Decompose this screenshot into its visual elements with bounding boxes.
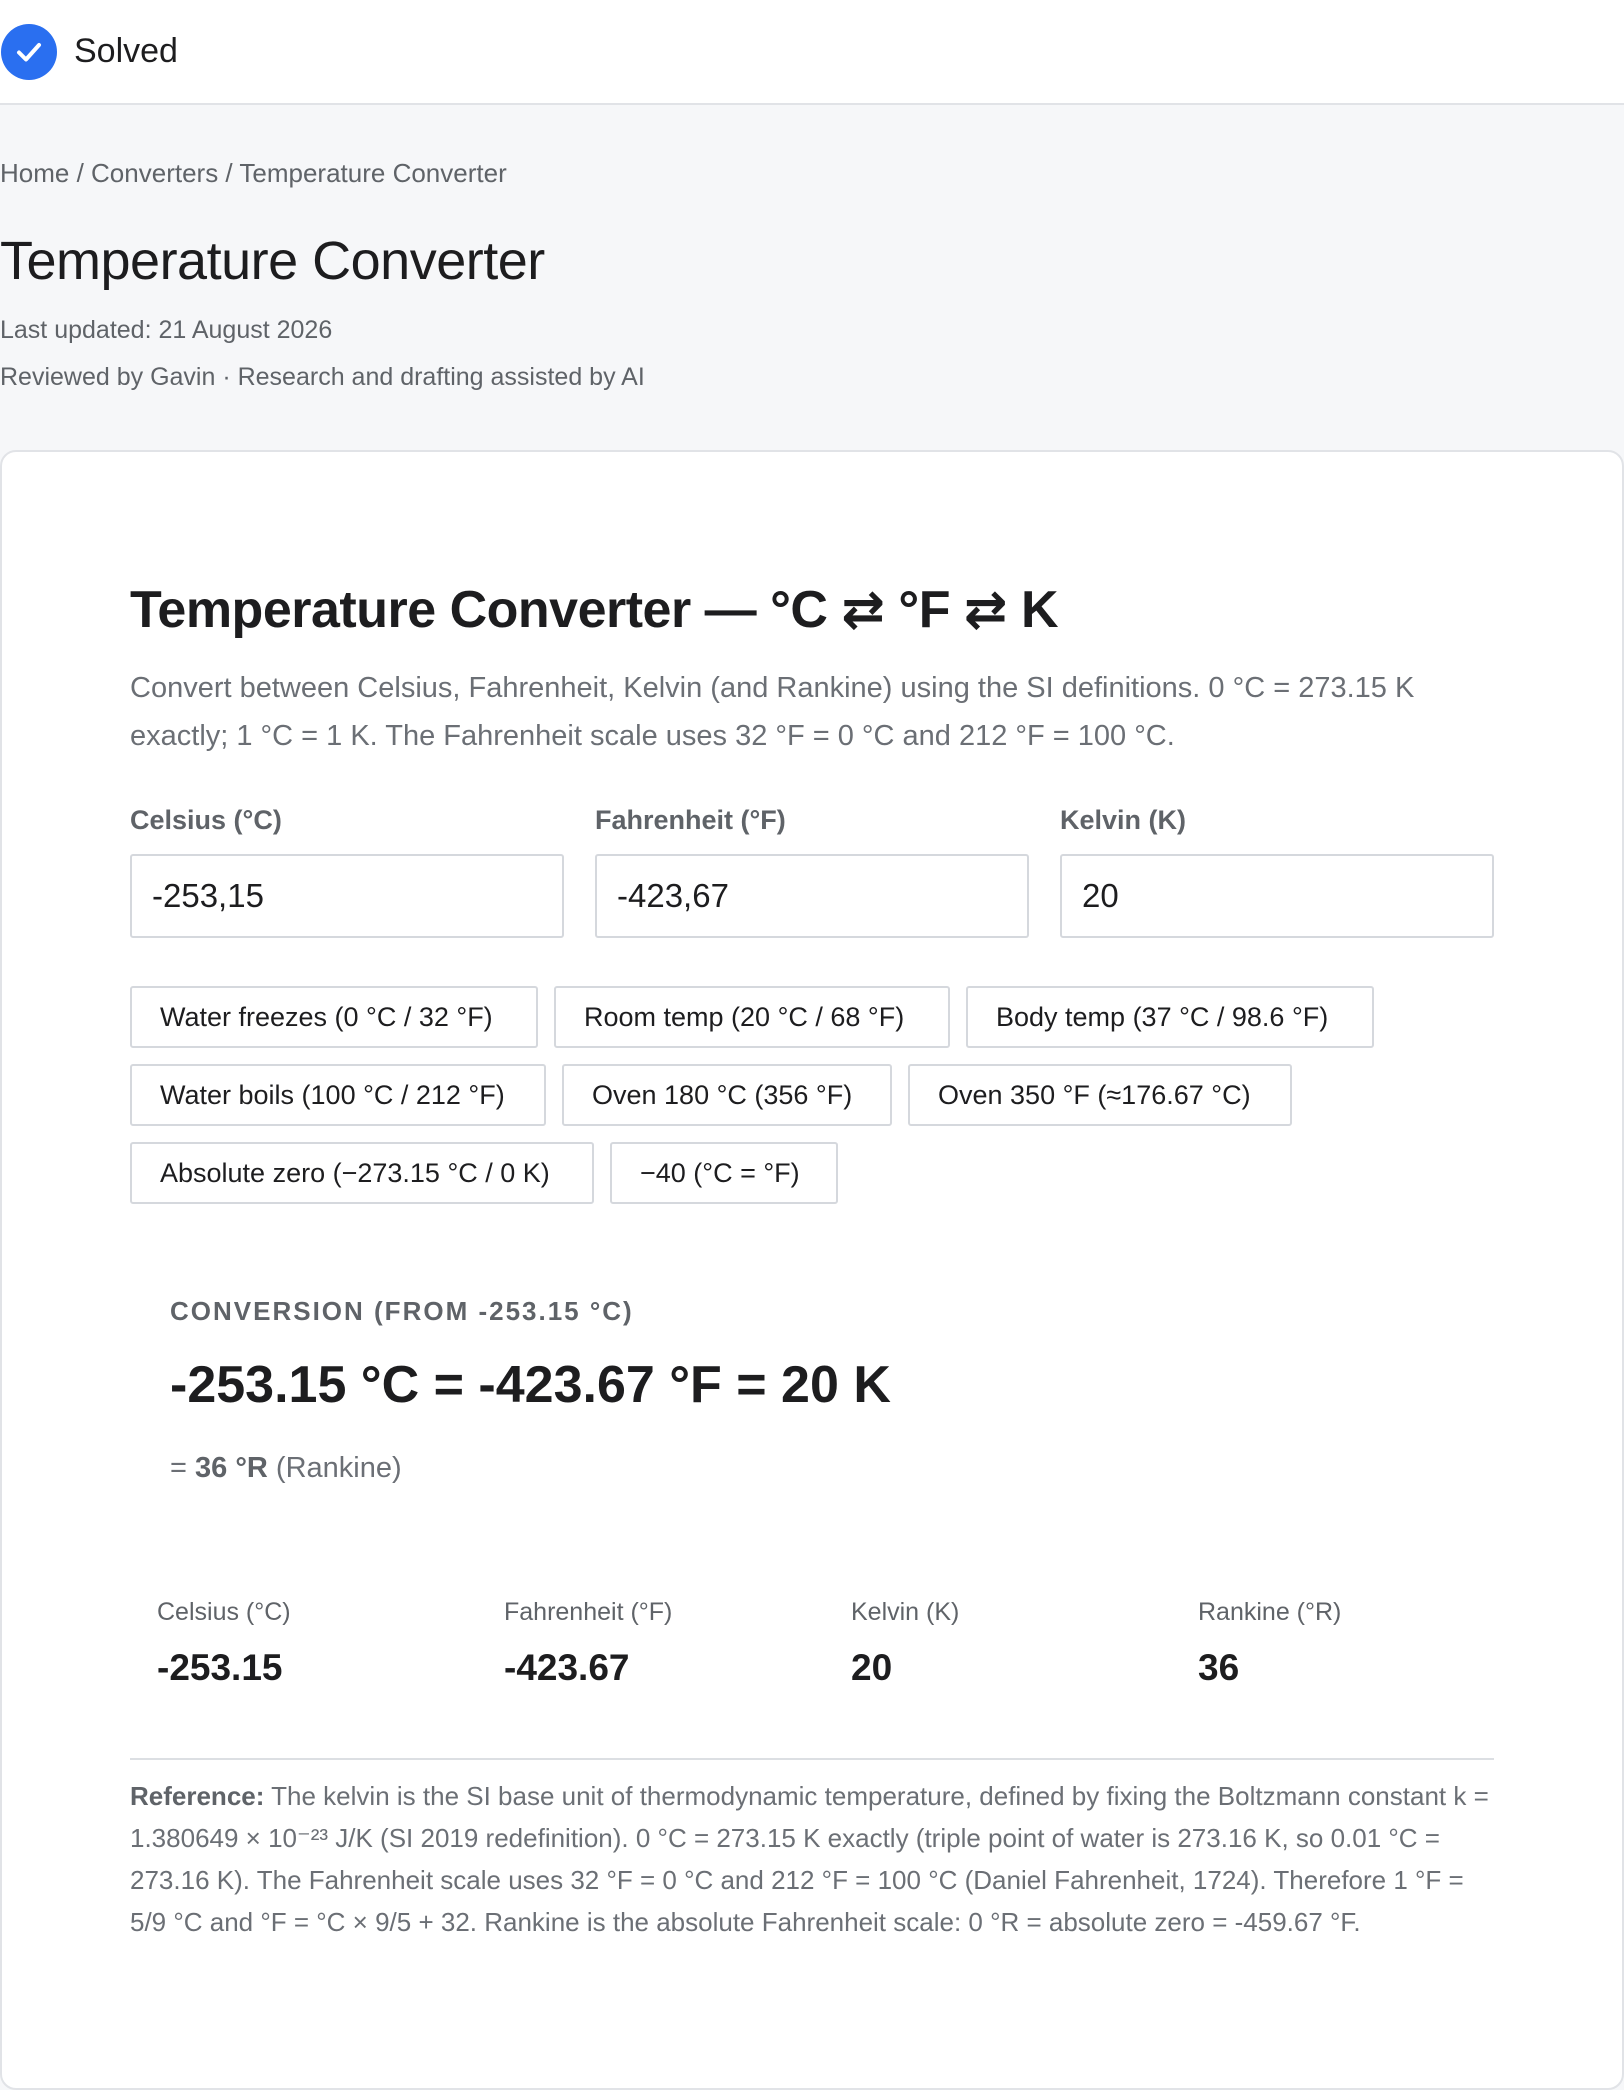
unit-kelvin-label: Kelvin (K) [851,1598,960,1626]
fahrenheit-input[interactable] [595,854,1029,938]
reference-heading: Reference: [130,1781,265,1811]
unit-rankine-value: 36 [1198,1647,1240,1688]
breadcrumb-current: Temperature Converter [239,158,507,188]
preset-water-freezes-button[interactable]: Water freezes (0 °C / 32 °F) [130,986,538,1048]
fahrenheit-label: Fahrenheit (°F) [595,805,786,835]
reference-text: The kelvin is the SI base unit of thermodynamic temperature, defined by fixing the Boltzmann constant k = 1.380649 × 10⁻²³ J/K (SI 2019 redefinition). 0 °C = 273.15 K exactly (triple point of water is 273.16 K, so 0.01 °C = 273.16 K). The Fahrenheit scale uses 32 °F = 0 °C and 212 °F = 100 °C (Daniel Fahrenheit, 1724). Therefore 1 °F = 5/9 °C and °F = °C × 9/5 + 32. Rankine is the absolute Fahrenheit scale: 0 °R = absolute zero = -459.67 °F. [130,1781,1489,1937]
last-updated: Last updated: 21 August 2026 [0,316,333,344]
conversion-result: -253.15 °C = -423.67 °F = 20 K [170,1356,891,1414]
rankine-value: 36 °R [195,1452,268,1484]
preset-oven-350f-button[interactable]: Oven 350 °F (≈176.67 °C) [908,1064,1292,1126]
unit-celsius-label: Celsius (°C) [157,1598,291,1626]
unit-rankine-label: Rankine (°R) [1198,1598,1342,1626]
preset-room-temp-button[interactable]: Room temp (20 °C / 68 °F) [554,986,950,1048]
conversion-kicker: CONVERSION (FROM -253.15 °C) [170,1296,634,1326]
page-title: Temperature Converter [0,231,545,291]
unit-fahrenheit-value: -423.67 [504,1647,630,1688]
unit-kelvin-value: 20 [851,1647,893,1688]
preset-body-temp-button[interactable]: Body temp (37 °C / 98.6 °F) [966,986,1374,1048]
divider [130,1758,1494,1760]
preset-water-boils-button[interactable]: Water boils (100 °C / 212 °F) [130,1064,546,1126]
preset-oven-180c-button[interactable]: Oven 180 °C (356 °F) [562,1064,892,1126]
kelvin-label: Kelvin (K) [1060,805,1187,835]
kelvin-input[interactable] [1060,854,1494,938]
status-label: Solved [74,32,178,70]
reference-note [130,1775,1500,1943]
unit-celsius-value: -253.15 [157,1647,283,1688]
reviewed-by: Reviewed by Gavin · Research and drafting assisted by AI [0,363,645,391]
celsius-input[interactable] [130,854,564,938]
rankine-result [170,1452,402,1485]
rankine-suffix: (Rankine) [267,1452,402,1484]
check-circle-icon [1,24,57,80]
status-bar [0,0,1624,105]
tool-title: Temperature Converter — °C ⇄ °F ⇄ K [130,581,1058,639]
breadcrumb-converters[interactable]: Converters [91,158,219,188]
preset-absolute-zero-button[interactable]: Absolute zero (−273.15 °C / 0 K) [130,1142,594,1204]
breadcrumb [0,158,507,189]
breadcrumb-separator: / [69,158,92,188]
preset-minus-40-button[interactable]: −40 (°C = °F) [610,1142,838,1204]
breadcrumb-separator: / [218,158,240,188]
unit-fahrenheit-label: Fahrenheit (°F) [504,1598,673,1626]
celsius-label: Celsius (°C) [130,805,282,835]
rankine-prefix: = [170,1452,195,1484]
breadcrumb-home[interactable]: Home [0,158,70,188]
tool-description: Convert between Celsius, Fahrenheit, Kelvin (and Rankine) using the SI definitions. 0 °C = 273.15 K exactly; 1 °C = 1 K. The Fahrenheit scale uses 32 °F = 0 °C and 212 °F = 100 °C. [130,672,1415,752]
